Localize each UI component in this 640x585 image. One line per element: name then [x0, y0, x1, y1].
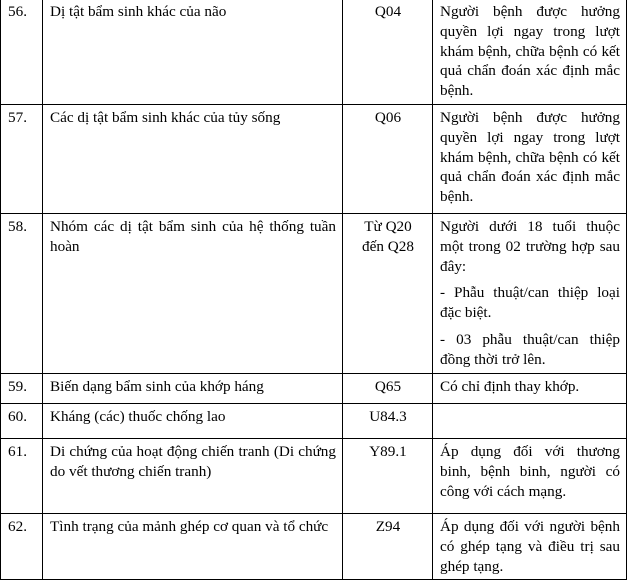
table-row: [1, 0, 627, 105]
disease-name-cell: Các dị tật bẩm sinh khác của tủy sống: [43, 105, 343, 214]
row-number-cell: 59.: [1, 374, 43, 404]
note-paragraph-2: - Phẫu thuật/can thiệp loại đặc biệt.: [440, 284, 620, 321]
disease-note-cell: Người bệnh được hưởng quyền lợi ngay trong lượt khám bệnh, chữa bệnh có kết quả chẩn đoán xác định mắc bệnh.: [433, 0, 627, 105]
disease-code-cell: Z94: [343, 514, 433, 580]
table-row: [1, 514, 627, 580]
disease-name-cell: Nhóm các dị tật bẩm sinh của hệ thống tuần hoàn: [43, 214, 343, 374]
disease-code-cell: Q04: [343, 0, 433, 105]
row-number-cell: 62.: [1, 514, 43, 580]
disease-code-cell: [343, 214, 433, 374]
disease-note-cell: [433, 404, 627, 439]
disease-code-cell: Y89.1: [343, 439, 433, 514]
disease-code-line-2: đến Q28: [362, 237, 414, 255]
row-number-cell: 58.: [1, 214, 43, 374]
disease-note-cell: [433, 214, 627, 374]
disease-name-cell: Biến dạng bẩm sinh của khớp háng: [43, 374, 343, 404]
disease-name-cell: Tình trạng của mảnh ghép cơ quan và tổ chức: [43, 514, 343, 580]
note-paragraph-1: Người dưới 18 tuổi thuộc một trong 02 trường hợp sau đây:: [440, 218, 620, 275]
row-number-cell: 57.: [1, 105, 43, 214]
disease-note-cell: Áp dụng đối với thương binh, bệnh binh, người có công với cách mạng.: [433, 439, 627, 514]
table-row: [1, 439, 627, 514]
disease-note-cell: Người bệnh được hưởng quyền lợi ngay trong lượt khám bệnh, chữa bệnh có kết quả chẩn đoán xác định mắc bệnh.: [433, 105, 627, 214]
table-row: [1, 214, 627, 374]
row-number-cell: 60.: [1, 404, 43, 439]
disease-name-cell: Di chứng của hoạt động chiến tranh (Di chứng do vết thương chiến tranh): [43, 439, 343, 514]
disease-note-cell: Có chỉ định thay khớp.: [433, 374, 627, 404]
row-number-cell: 56.: [1, 0, 43, 105]
note-paragraph-3: - 03 phẫu thuật/can thiệp đồng thời trở lên.: [440, 330, 620, 368]
disease-code-cell: Q65: [343, 374, 433, 404]
table-row: [1, 374, 627, 404]
disease-name-cell: Kháng (các) thuốc chống lao: [43, 404, 343, 439]
table-row: [1, 404, 627, 439]
disease-note-cell: Áp dụng đối với người bệnh có ghép tạng và điều trị sau ghép tạng.: [433, 514, 627, 580]
row-number-cell: 61.: [1, 439, 43, 514]
disease-code-cell: U84.3: [343, 404, 433, 439]
disease-code-line-1: Từ Q20: [364, 218, 412, 235]
disease-code-cell: Q06: [343, 105, 433, 214]
disease-name-cell: Dị tật bẩm sinh khác của não: [43, 0, 343, 105]
table-row: [1, 105, 627, 214]
